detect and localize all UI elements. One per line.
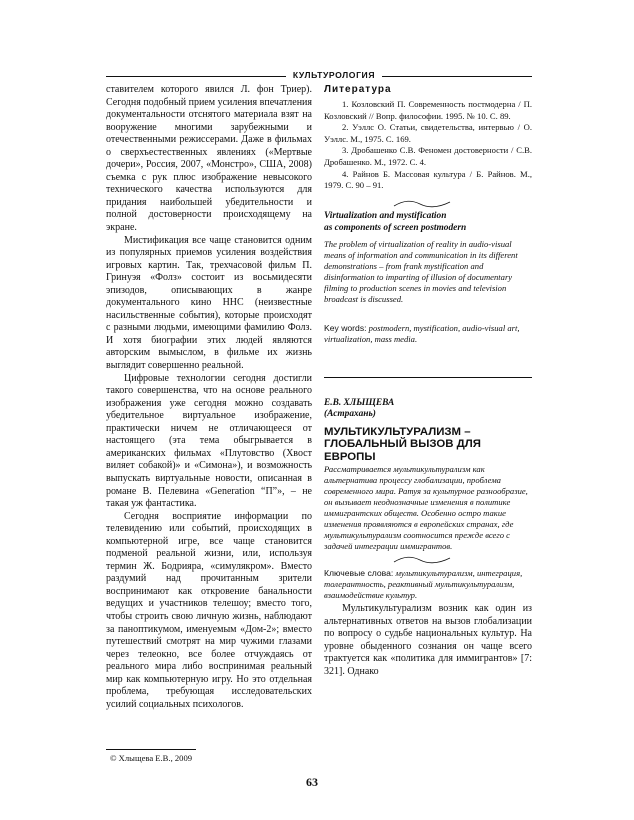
keywords-text: мультикультурализм, интеграция, толерантность, реактивный мультикультурализм, взаимодействие культур. [324, 568, 523, 600]
left-column [106, 84, 312, 711]
ornament-divider-1 [392, 200, 452, 208]
reference-item: 1. Козловский П. Современность постмодерна / П. Козловский // Вопр. философии. 1995. № 10. С. 89. [324, 99, 532, 121]
header-rule-right [382, 76, 532, 77]
page-number: 63 [306, 775, 318, 789]
literature-title: Литература [324, 84, 392, 95]
reference-item: 2. Уэллс О. Статьи, свидетельства, интервью / О. Уэллс. М., 1975. С. 169. [324, 122, 532, 144]
reference-item: 3. Дробашенко С.В. Феномен достоверности / С.В. Дробашенко. М., 1972. С. 4. [324, 145, 532, 167]
footnote-rule [106, 749, 196, 750]
english-abstract: The problem of virtualization of reality in audio-visual means of information and communication in its different demonstrations – from frank mystification and disinformation to imparting of illusion of documentary filming to production scenes in movies and television broadcast is discussed. [324, 239, 518, 304]
ornament-divider-2 [392, 556, 452, 564]
author-city: (Астрахань) [324, 409, 376, 420]
article-body [324, 603, 532, 678]
keywords-text: postmodern, mystification, audio-visual art, virtualization, mass media. [324, 323, 520, 344]
header-rule-left [106, 76, 286, 77]
russian-abstract: Рассматривается мультикультурализм как альтернатива процессу глобализации, проблема современного мира. Ратуя за культурное разнообразие, он вызывает неоднозначные изменения в политике иммигрантских обществ. Особенно остро такие изменения проявляются в европейских странах, где мультикультурализм соотносится прежде всего с задачей интеграции иммигрантов. [324, 464, 528, 551]
paragraph: Мистификация все чаще становится одним из популярных приемов усиления воздействия игровых картин. Так, трехчасовой фильм П. Гринуэя «Фолз» состоит из восьмидесяти эпизодов, описывающих в жанре документального кино ННС (неизвестные насильственные события), которые происходят с разными людьми, имеющими фамилию Фолз. И хотя биографии этих людей являются авторским вымыслом, в фильме их жизнь выглядит совершенно реальной. [106, 234, 312, 372]
section-title: КУЛЬТУРОЛОГИЯ [286, 70, 382, 80]
author-name: Е.В. ХЛЫЩЕВА [324, 398, 395, 408]
article-title [324, 426, 532, 463]
article-title-line: ЕВРОПЫ [324, 450, 376, 463]
english-keywords [324, 323, 532, 345]
literature-list [324, 99, 532, 192]
paragraph: Цифровые технологии сегодня достигли такого совершенства, что на основе реального изображения уже сегодня можно создавать убедительное виртуальное изображение, практически ничем не отличающееся от настоящего (эта тема обыгрывается в американских фильмах «Плутовство (Хвост виляет собакой)» и «Симона»), и возможность выпускать виртуальные новости, описанная в романе В. Пелевина «Generation “П”», – не такая уж фантастика. [106, 372, 312, 510]
russian-keywords [324, 568, 532, 601]
article-title-line: ГЛОБАЛЬНЫЙ ВЫЗОВ ДЛЯ [324, 438, 481, 451]
article-title-line: МУЛЬТИКУЛЬТУРАЛИЗМ – [324, 426, 471, 438]
english-title-line: as components of screen postmodern [324, 222, 467, 233]
paragraph: Сегодня восприятие информации по телевидению или событий, происходящих в компьютерной игре, все чаще становится подменой реальной жизни, или, используя термин Ж. Бодрияра, «симулякром». Вместо раздумий над прочитанным зрители воспринимают как откровение банальности ведущих и участников телешоу; вместо того, чтобы строить свою личную жизнь, наблюдают за паноптикумом, именуемым «Дом-2»; вместо путешествий смотрят на мир чужими глазами через телеокно, все более отчуждаясь от реального мира либо воспринимая реальный мир как компьютерную игру. Но это отдельная проблема, требующая исследовательских усилий социальных психологов. [106, 510, 312, 710]
paragraph: ставителем которого явился Л. фон Триер). Сегодня подобный прием усиления впечатления документальности отснятого материала взят на вооружение многими зарубежными и отечественными режиссерами. Даже в фильмах о сверхъестественных явлениях («Мертвые дочери», Россия, 2007, «Монстро», США, 2008) съемка с рук плюс изображение невысокого технического качества используются для придания наибольшей убедительности и полной достоверности происходящему на экране. [106, 84, 312, 234]
copyright: © Хлыщева Е.В., 2009 [110, 753, 193, 763]
keywords-label: Key words: [324, 323, 367, 333]
article-author [324, 398, 532, 421]
english-title-line: Virtualization and mystification [324, 211, 447, 221]
section-rule [324, 377, 532, 378]
keywords-label: Ключевые слова: [324, 568, 394, 578]
paragraph: Мультикультурализм возник как один из альтернативных ответов на вызов глобализации по вопросу о судьбе национальных культур. На уровне обыденного сознания он чаще всего трактуется как «политика для иммигрантов» [7: 321]. Однако [324, 603, 532, 677]
english-title [324, 211, 532, 234]
reference-item: 4. Райнов Б. Массовая культура / Б. Райнов. М., 1979. С. 90 – 91. [324, 168, 532, 191]
